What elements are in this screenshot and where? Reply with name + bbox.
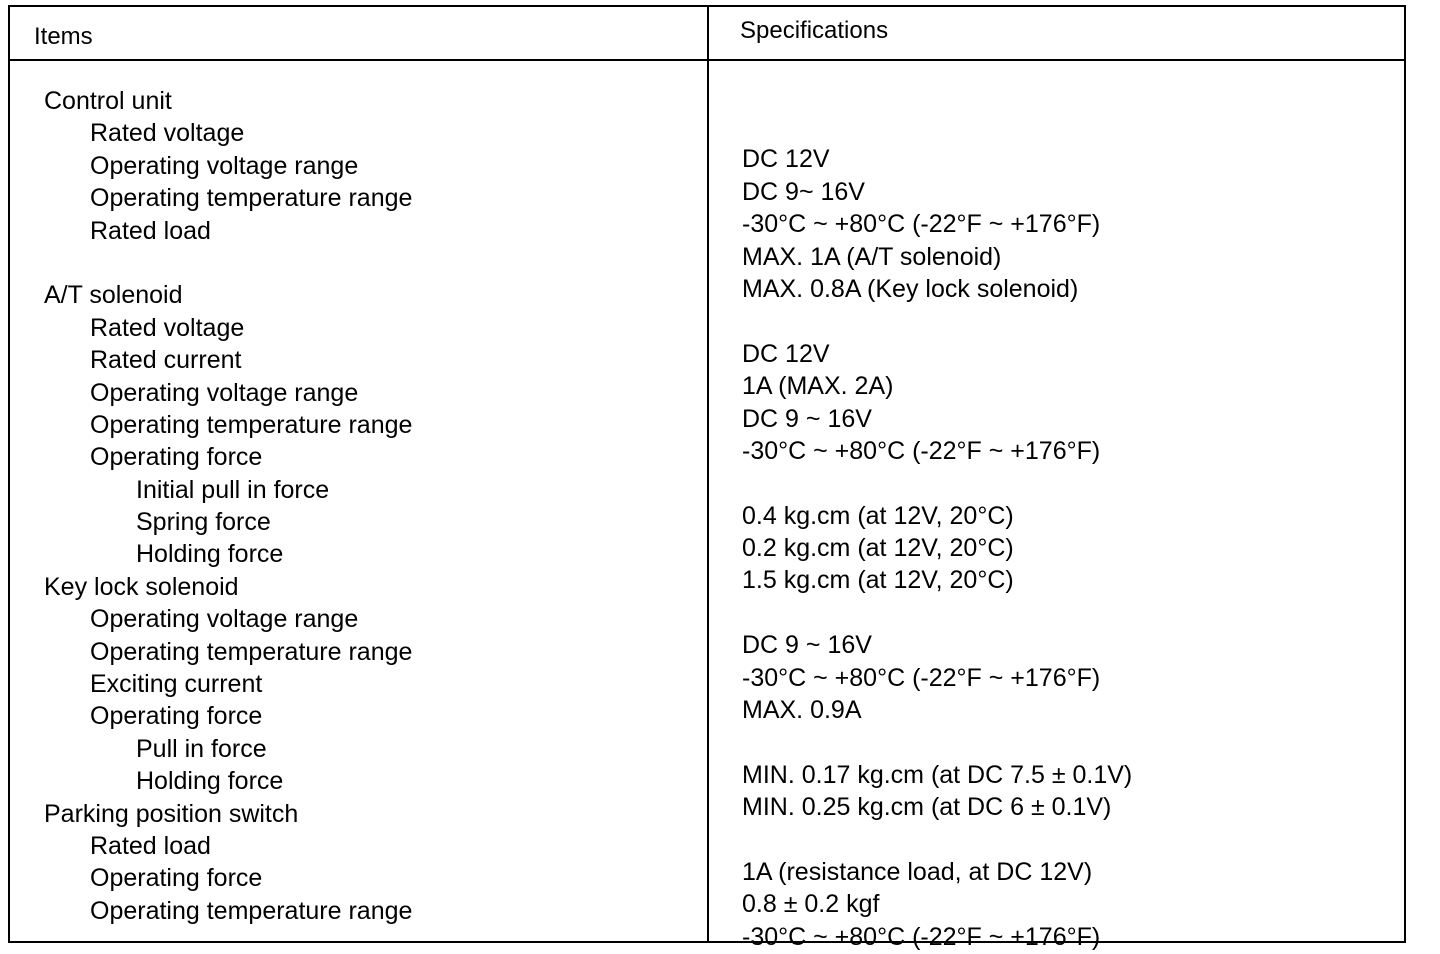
item-label: Initial pull in force	[136, 475, 330, 504]
item-label: Operating temperature range	[90, 410, 413, 439]
item-label: Exciting current	[90, 670, 263, 699]
spec-value: DC 12V	[742, 339, 830, 368]
header-specifications: Specifications	[740, 17, 889, 44]
item-label: Rated load	[90, 216, 211, 245]
item-label: Operating temperature range	[90, 637, 413, 666]
item-label: Operating force	[90, 702, 263, 731]
item-label: Operating force	[90, 864, 263, 893]
spec-value	[742, 111, 1402, 143]
spec-value	[742, 824, 1402, 856]
group-heading: Control unit	[44, 87, 172, 115]
item-label: Rated current	[90, 346, 242, 375]
item-label: Operating voltage range	[90, 378, 359, 407]
header-divider	[10, 59, 1404, 61]
item-label: Operating temperature range	[90, 896, 413, 925]
items-column	[10, 85, 700, 927]
spec-value: 0.4 kg.cm (at 12V, 20°C)	[742, 501, 1014, 530]
spec-value: DC 9 ~ 16V	[742, 404, 872, 433]
spec-value: -30°C ~ +80°C (-22°F ~ +176°F)	[742, 922, 1101, 951]
specifications-column	[742, 111, 1402, 953]
spec-value: MIN. 0.17 kg.cm (at DC 7.5 ± 0.1V)	[742, 760, 1133, 789]
spec-value: DC 9 ~ 16V	[742, 631, 872, 660]
item-label	[10, 247, 700, 279]
item-label: Holding force	[136, 540, 284, 569]
item-label: Operating voltage range	[90, 605, 359, 634]
item-label: Holding force	[136, 767, 284, 796]
spec-value: DC 9~ 16V	[742, 177, 865, 206]
spec-value: -30°C ~ +80°C (-22°F ~ +176°F)	[742, 210, 1101, 239]
spec-value: 1.5 kg.cm (at 12V, 20°C)	[742, 566, 1014, 595]
spec-value	[742, 305, 1402, 337]
group-heading: A/T solenoid	[44, 281, 183, 310]
spec-value: -30°C ~ +80°C (-22°F ~ +176°F)	[742, 663, 1101, 692]
item-label: Pull in force	[136, 734, 267, 763]
spec-value: 1A (resistance load, at DC 12V)	[742, 857, 1093, 886]
spec-value: 0.8 ± 0.2 kgf	[742, 890, 880, 919]
group-heading: Key lock solenoid	[44, 572, 239, 601]
item-label: Rated voltage	[90, 313, 245, 342]
group-heading: Parking position switch	[44, 799, 299, 828]
spec-value	[742, 726, 1402, 758]
spec-value: 1A (MAX. 2A)	[742, 372, 894, 401]
spec-value: MAX. 1A (A/T solenoid)	[742, 242, 1002, 271]
spec-value	[742, 467, 1402, 499]
spec-value: DC 12V	[742, 145, 830, 174]
spec-table	[8, 5, 1406, 951]
column-divider	[707, 7, 709, 941]
spec-value	[742, 597, 1402, 629]
item-label: Operating temperature range	[90, 184, 413, 213]
item-label: Operating force	[90, 443, 263, 472]
item-label: Operating voltage range	[90, 151, 359, 180]
spec-value: MAX. 0.8A (Key lock solenoid)	[742, 274, 1079, 303]
spec-value: MIN. 0.25 kg.cm (at DC 6 ± 0.1V)	[742, 793, 1112, 822]
spec-value: MAX. 0.9A	[742, 696, 862, 725]
item-label: Rated voltage	[90, 119, 245, 148]
header-items: Items	[34, 23, 93, 50]
item-label: Spring force	[136, 508, 271, 537]
spec-value: 0.2 kg.cm (at 12V, 20°C)	[742, 534, 1014, 563]
item-label: Rated load	[90, 831, 211, 860]
spec-value: -30°C ~ +80°C (-22°F ~ +176°F)	[742, 436, 1101, 465]
